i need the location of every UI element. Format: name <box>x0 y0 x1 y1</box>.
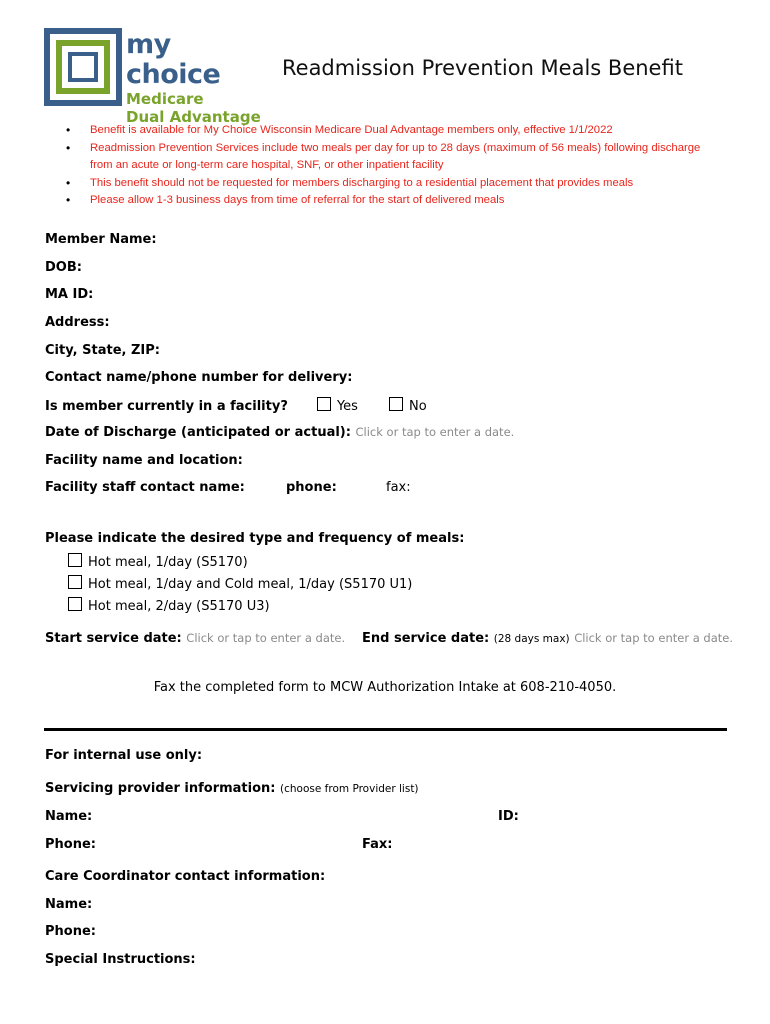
servicing-provider-note: (choose from Provider list) <box>280 783 419 795</box>
yes-checkbox[interactable] <box>317 397 331 411</box>
special-instructions-field[interactable]: Special Instructions: <box>45 952 196 967</box>
bullet-item: • Please allow 1-3 business days from time of referral for the start of delivered meals <box>66 192 716 210</box>
start-service-row <box>45 631 345 646</box>
provider-phone-field[interactable]: Phone: <box>45 837 96 852</box>
fax-instructions: Fax the completed form to MCW Authorization Intake at 608-210-4050. <box>153 680 617 695</box>
cc-phone-field[interactable]: Phone: <box>45 924 96 939</box>
servicing-provider-label: Servicing provider information: <box>45 781 276 796</box>
end-service-date-picker[interactable]: Click or tap to enter a date. <box>574 631 733 645</box>
page-title: Readmission Prevention Meals Benefit <box>282 56 683 80</box>
logo <box>44 28 268 126</box>
servicing-provider-row <box>45 781 419 796</box>
meal-option-checkbox[interactable] <box>68 575 82 589</box>
logo-dual-advantage: Dual Advantage <box>126 108 261 126</box>
ma-id-field[interactable]: MA ID: <box>45 287 94 302</box>
end-service-label: End service date: <box>362 631 490 646</box>
address-field[interactable]: Address: <box>45 315 110 330</box>
bullet-item: • This benefit should not be requested for members discharging to a residential placement that provides meals <box>66 175 716 193</box>
delivery-contact-field[interactable]: Contact name/phone number for delivery: <box>45 370 353 385</box>
internal-heading: For internal use only: <box>45 748 203 763</box>
logo-mark-icon <box>44 28 122 106</box>
no-label: No <box>409 399 427 414</box>
discharge-date-picker[interactable]: Click or tap to enter a date. <box>355 425 515 439</box>
no-checkbox[interactable] <box>389 397 403 411</box>
meals-prompt: Please indicate the desired type and frequency of meals: <box>45 531 465 546</box>
logo-medicare: Medicare <box>126 90 204 108</box>
bullet-item: • Readmission Prevention Services include two meals per day for up to 28 days (maximum of 56 meals) following discharge from an acute or long-term care hospital, SNF, or other inpatient facility <box>66 140 701 171</box>
provider-id-field[interactable]: ID: <box>498 809 519 824</box>
member-name-field[interactable]: Member Name: <box>45 232 157 247</box>
meal-option[interactable]: Hot meal, 1/day and Cold meal, 1/day (S5170 U1) <box>68 575 412 592</box>
bullet-icon: • <box>66 140 71 155</box>
bullet-icon: • <box>66 193 71 207</box>
section-divider <box>44 728 727 731</box>
discharge-date-row <box>45 425 514 440</box>
dob-field[interactable]: DOB: <box>45 260 82 275</box>
facility-staff-field[interactable]: Facility staff contact name: <box>45 480 245 495</box>
care-coordinator-heading: Care Coordinator contact information: <box>45 869 326 884</box>
logo-brand: my choice <box>126 29 221 90</box>
end-service-note: (28 days max) <box>493 633 570 645</box>
start-service-label: Start service date: <box>45 631 182 646</box>
yes-label: Yes <box>336 399 358 414</box>
in-facility-label: Is member currently in a facility? <box>45 399 288 414</box>
facility-fax-field[interactable]: fax: <box>386 480 411 495</box>
end-service-row <box>362 631 733 646</box>
cc-name-field[interactable]: Name: <box>45 897 93 912</box>
provider-name-field[interactable]: Name: <box>45 809 93 824</box>
benefit-bullets <box>66 122 716 210</box>
city-state-zip-field[interactable]: City, State, ZIP: <box>45 343 160 358</box>
discharge-date-label: Date of Discharge (anticipated or actual): <box>45 425 351 440</box>
facility-phone-field[interactable]: phone: <box>286 480 337 495</box>
bullet-item: • Benefit is available for My Choice Wisconsin Medicare Dual Advantage members only, effective 1/1/2022 <box>66 122 716 140</box>
provider-fax-field[interactable]: Fax: <box>362 837 393 852</box>
meal-option[interactable]: Hot meal, 2/day (S5170 U3) <box>68 597 270 614</box>
logo-text <box>126 30 268 126</box>
meal-option-checkbox[interactable] <box>68 597 82 611</box>
start-service-date-picker[interactable]: Click or tap to enter a date. <box>186 631 346 645</box>
meal-option-checkbox[interactable] <box>68 553 82 567</box>
bullet-icon: • <box>66 175 71 190</box>
in-facility-row <box>45 397 427 414</box>
meal-option[interactable]: Hot meal, 1/day (S5170) <box>68 553 248 570</box>
facility-name-field[interactable]: Facility name and location: <box>45 453 243 468</box>
bullet-icon: • <box>66 123 71 137</box>
